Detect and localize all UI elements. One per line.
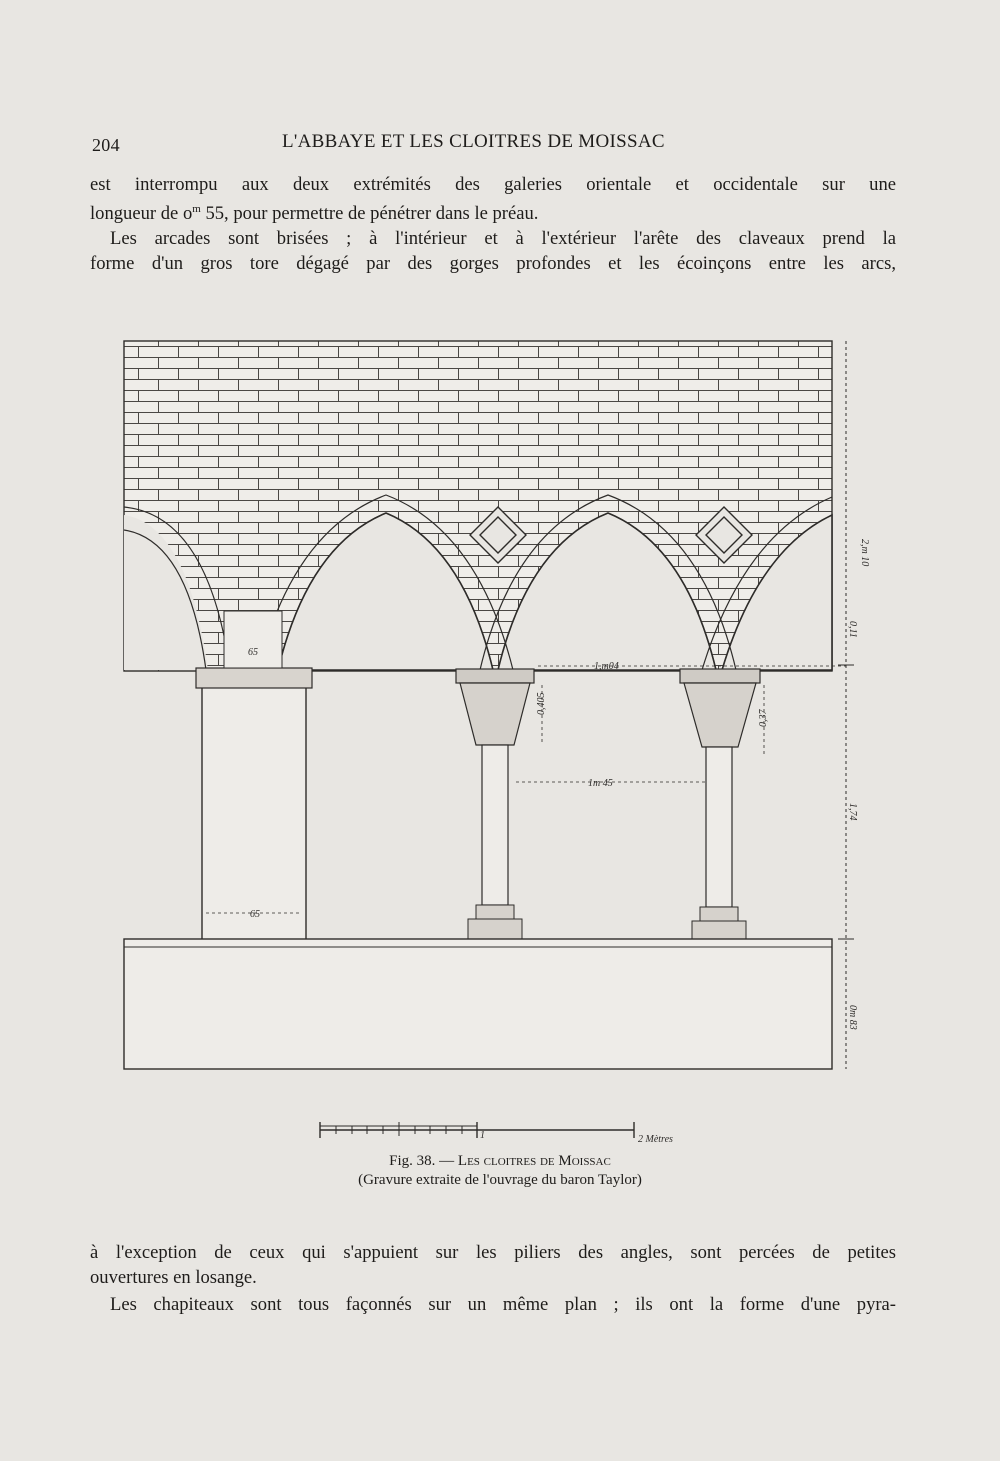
text-line: longueur de $o^m$ 55, pour permettre de pénétrer dans le préau.: [90, 203, 539, 224]
dimension-label: 65: [248, 647, 258, 658]
superscript: m: [192, 203, 201, 215]
text-line: forme d'un gros tore dégagé par des gorges profondes et les écoinçons entre les arcs,: [90, 253, 896, 274]
dimension-label: 0m 83: [847, 1005, 858, 1030]
text-line: ouvertures en losange.: [90, 1267, 257, 1288]
scale-label-2: 2 Mètres: [638, 1134, 673, 1145]
left-pier: [202, 687, 306, 941]
text-line: Les chapiteaux sont tous façonnés sur un même plan ; ils ont la forme d'une pyra-: [110, 1294, 896, 1315]
base-wall: [124, 939, 832, 1069]
dimension-label: 0,37: [758, 709, 769, 727]
caption-subtitle: (Gravure extraite de l'ouvrage du baron Taylor): [358, 1172, 642, 1188]
column-2: [680, 669, 760, 939]
page-number: 204: [92, 135, 120, 155]
text-line: est interrompu aux deux extrémités des galeries orientale et occidentale sur une: [90, 174, 896, 195]
dimension-label: 0,405: [536, 692, 547, 715]
left-pier-impost: [224, 611, 282, 668]
paragraph-bottom: [90, 1240, 896, 1290]
figure-caption: [260, 1152, 740, 1190]
running-header: [92, 131, 706, 161]
cloister-arcade-drawing: [118, 335, 878, 1085]
dimension-label: 2,m 10: [859, 539, 870, 567]
text-line: à l'exception de ceux qui s'appuient sur les piliers des angles, sont percées de petites: [90, 1242, 896, 1263]
running-title: L'ABBAYE ET LES CLOITRES DE MOISSAC: [282, 131, 665, 152]
paragraph-last: [90, 1292, 896, 1317]
scale-label-1: 1: [480, 1130, 485, 1141]
scale-bar: [312, 1112, 712, 1152]
paragraph-top: [90, 172, 896, 276]
left-pier-capital: [196, 668, 312, 688]
dimension-label: 1,74: [847, 803, 858, 821]
column-1: [456, 669, 534, 939]
dimension-label: 0,11: [847, 621, 858, 638]
dimension-label: 65: [250, 909, 260, 920]
dimension-label: 1,m04: [594, 661, 619, 672]
caption-title-line: Fig. 38. — Les cloitres de Moissac: [389, 1153, 611, 1169]
dimension-label: 1m 45: [588, 778, 613, 789]
text-line: Les arcades sont brisées ; à l'intérieur et à l'extérieur l'arête des claveaux prend la: [110, 228, 896, 249]
